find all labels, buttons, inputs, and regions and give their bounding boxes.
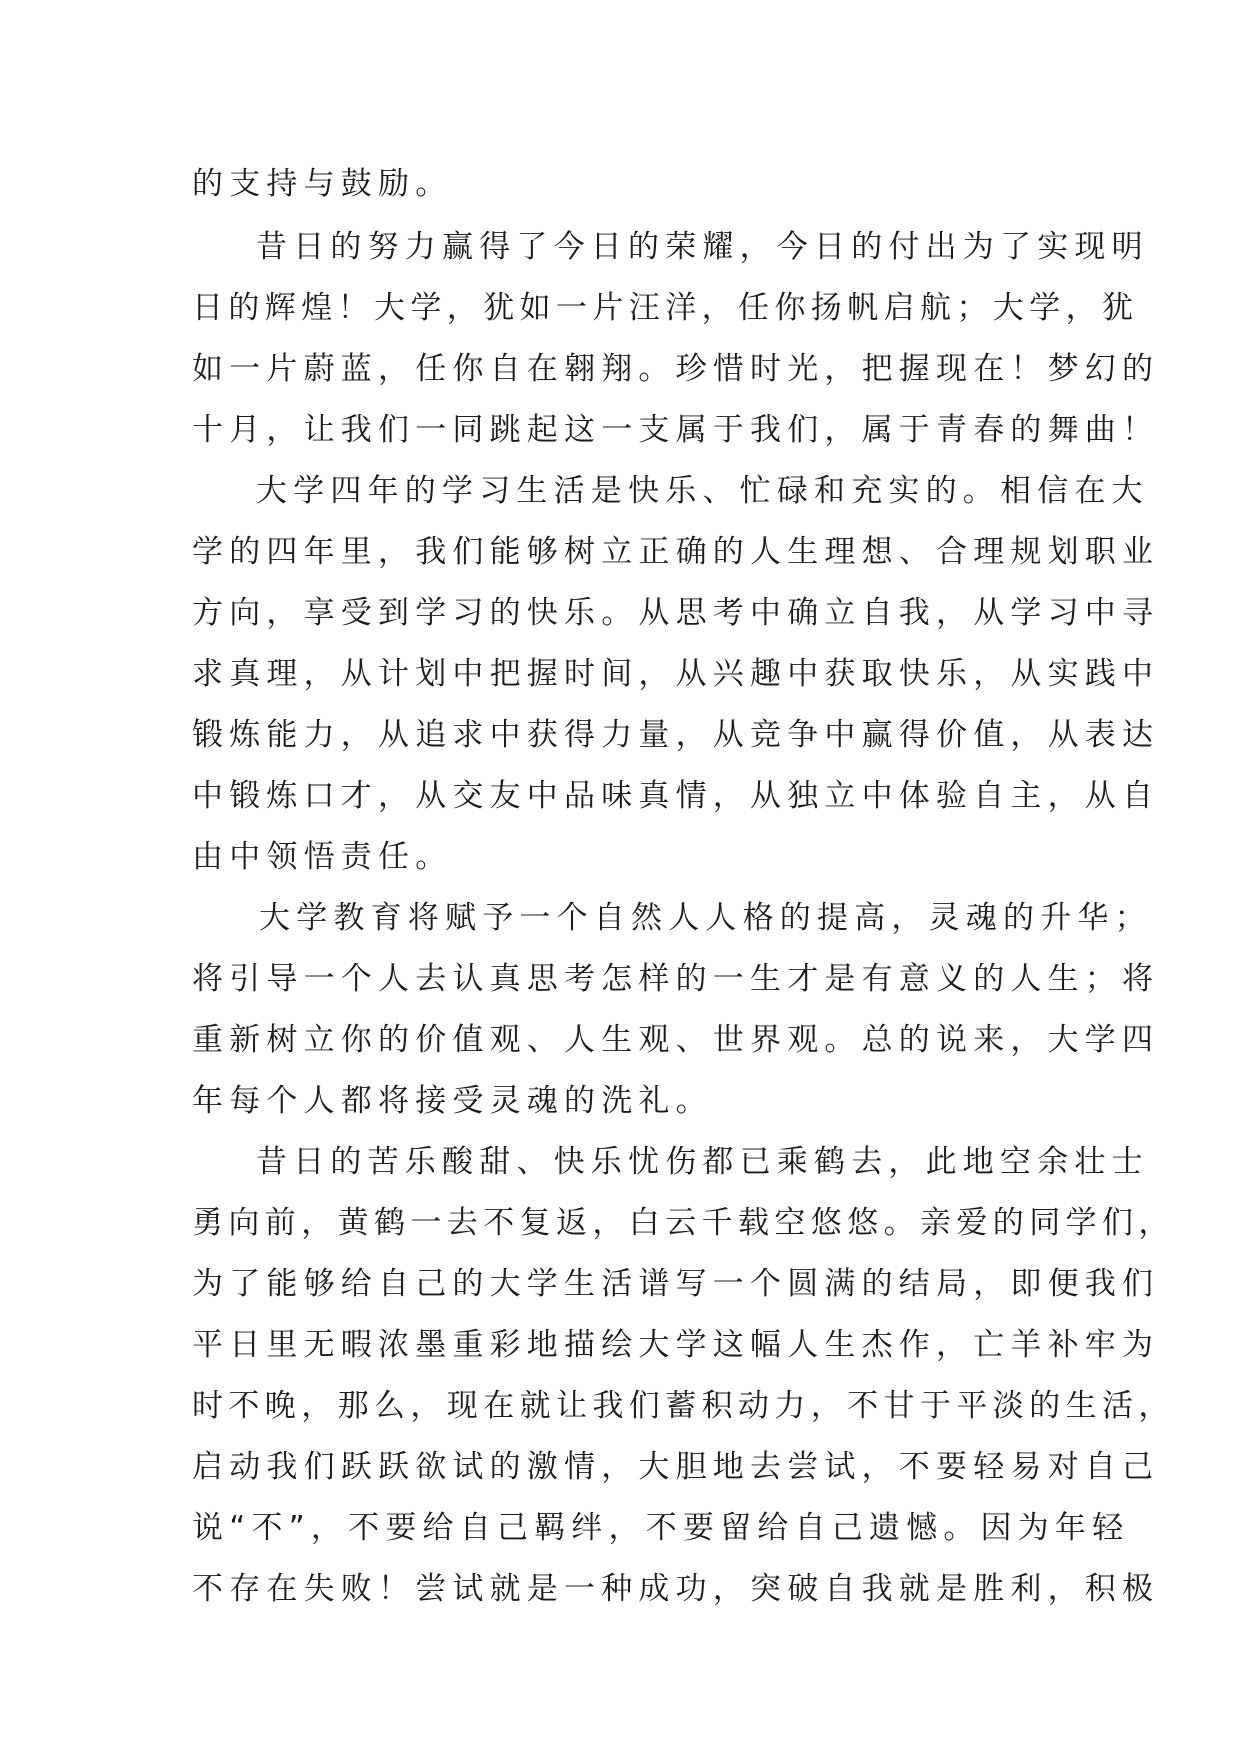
text-line: 将引导一个人去认真思考怎样的一生才是有意义的人生；将	[192, 961, 1160, 997]
text-line: 十月，让我们一同跳起这一支属于我们，属于青春的舞曲！	[192, 412, 1160, 448]
text-line: 说“不”，不要给自己羁绊，不要留给自己遗憾。因为年轻	[192, 1510, 1130, 1546]
text-line: 昔日的努力赢得了今日的荣耀，今日的付出为了实现明	[256, 229, 1149, 265]
text-line: 平日里无暇浓墨重彩地描绘大学这幅人生杰作，亡羊补牢为	[192, 1327, 1160, 1363]
text-line: 重新树立你的价值观、人生观、世界观。总的说来，大学四	[192, 1022, 1160, 1058]
text-line: 时不晚，那么，现在就让我们蓄积动力，不甘于平淡的生活，	[192, 1388, 1175, 1424]
text-line: 求真理，从计划中把握时间，从兴趣中获取快乐，从实践中	[192, 656, 1160, 692]
text-line: 大学教育将赋予一个自然人人格的提高，灵魂的升华；	[259, 900, 1152, 936]
text-line: 学的四年里，我们能够树立正确的人生理想、合理规划职业	[192, 534, 1160, 570]
text-line: 昔日的苦乐酸甜、快乐忧伤都已乘鹤去，此地空余壮士	[256, 1144, 1149, 1180]
text-line: 勇向前，黄鹤一去不复返，白云千载空悠悠。亲爱的同学们，	[192, 1205, 1175, 1241]
text-line: 的支持与鼓励。	[192, 166, 453, 202]
text-line: 年每个人都将接受灵魂的洗礼。	[192, 1083, 713, 1119]
text-line: 由中领悟责任。	[192, 839, 453, 875]
text-line: 大学四年的学习生活是快乐、忙碌和充实的。相信在大	[256, 473, 1149, 509]
text-line: 中锻炼口才，从交友中品味真情，从独立中体验自主，从自	[192, 778, 1160, 814]
text-line: 如一片蔚蓝，任你自在翱翔。珍惜时光，把握现在！梦幻的	[192, 351, 1160, 387]
text-line: 不存在失败！尝试就是一种成功，突破自我就是胜利，积极	[192, 1571, 1160, 1607]
text-line: 日的辉煌！大学，犹如一片汪洋，任你扬帆启航；大学，犹	[192, 290, 1139, 326]
text-line: 为了能够给自己的大学生活谱写一个圆满的结局，即便我们	[192, 1266, 1160, 1302]
text-line: 启动我们跃跃欲试的激情，大胆地去尝试，不要轻易对自己	[192, 1449, 1160, 1485]
text-line: 方向，享受到学习的快乐。从思考中确立自我，从学习中寻	[192, 595, 1160, 631]
text-line: 锻炼能力，从追求中获得力量，从竞争中赢得价值，从表达	[192, 717, 1160, 753]
